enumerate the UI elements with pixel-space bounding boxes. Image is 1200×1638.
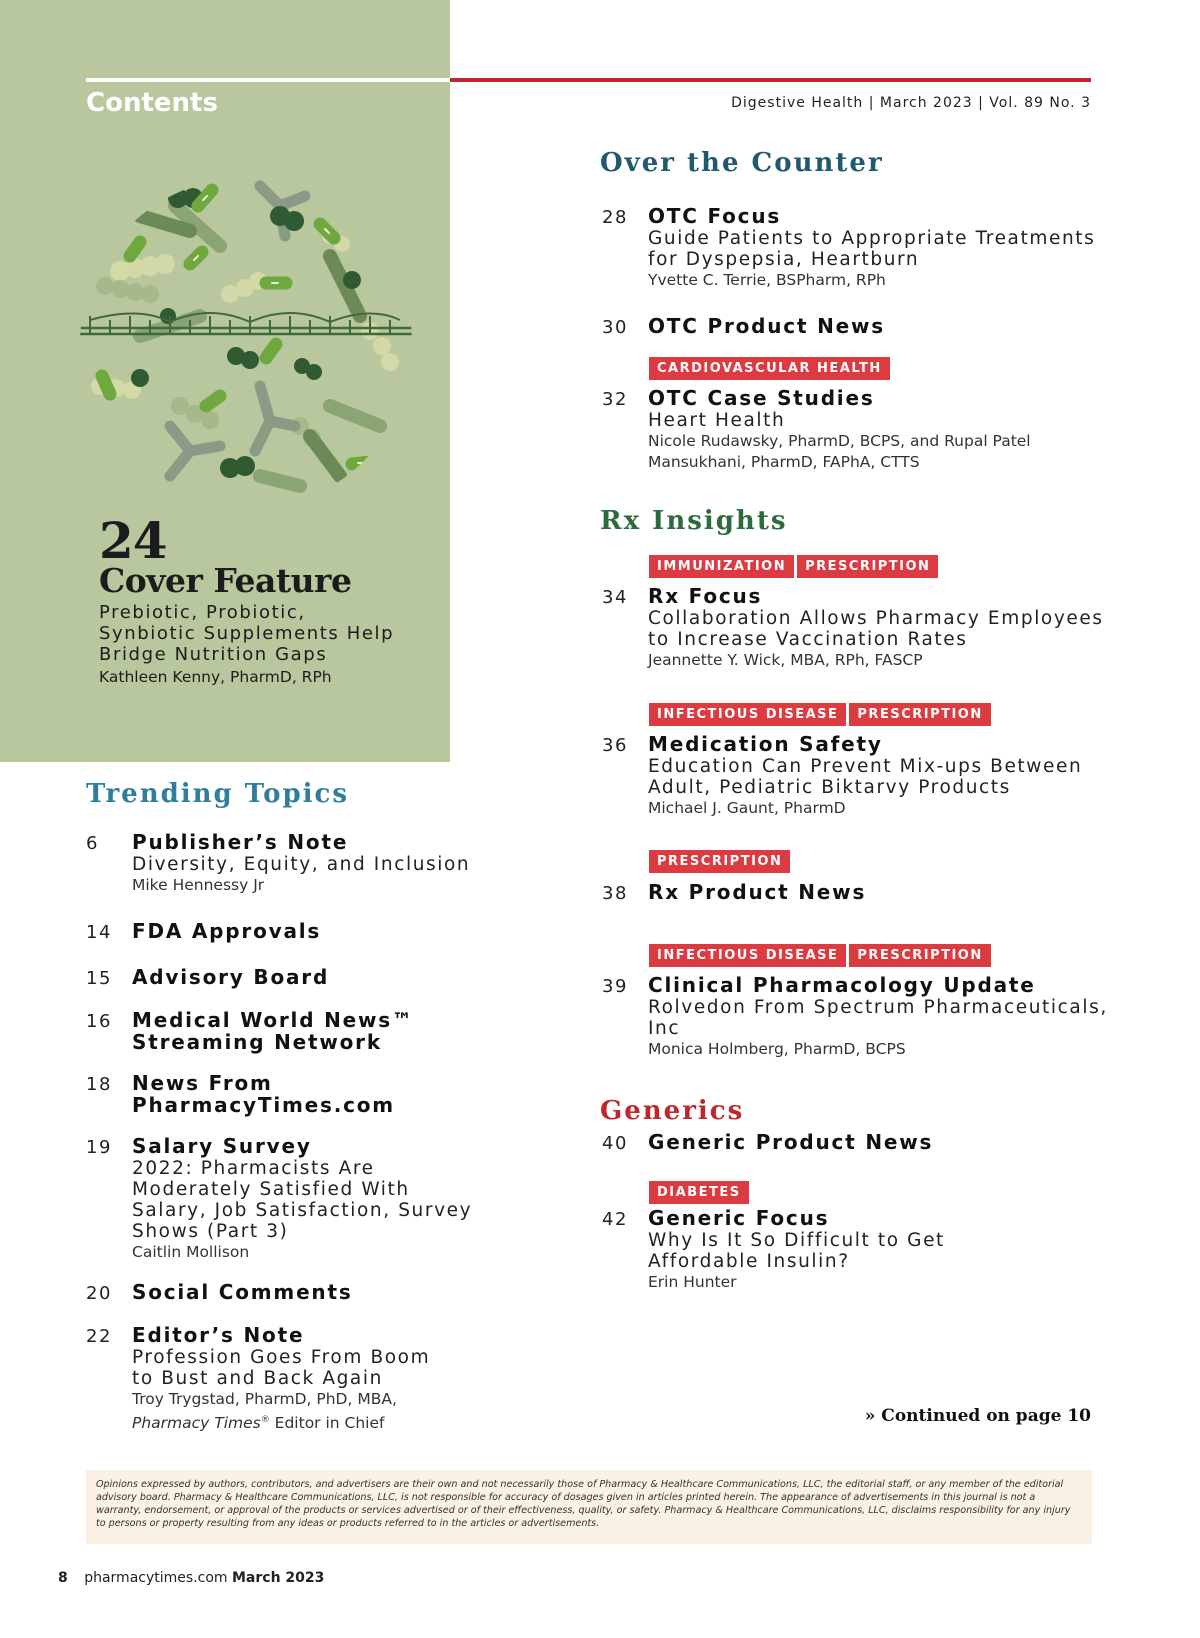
category-tag[interactable]: PRESCRIPTION (849, 944, 990, 967)
section-title-otc: Over the Counter (600, 148, 884, 178)
entry-title[interactable]: Rx Product News (648, 880, 867, 904)
entry-subtitle: 2022: Pharmacists Are (132, 1158, 375, 1179)
entry-heading-row (86, 921, 321, 943)
toc-entry[interactable] (602, 316, 885, 338)
entry-heading-row (602, 586, 1104, 608)
entry-page-number: 15 (86, 968, 112, 989)
toc-entry[interactable] (602, 1132, 933, 1154)
toc-entry[interactable] (602, 734, 1082, 819)
entry-page-number: 39 (602, 976, 628, 997)
entry-body (602, 410, 1031, 473)
entry-body (86, 1158, 472, 1263)
entry-author: Yvette C. Terrie, BSPharm, RPh (648, 271, 886, 289)
entry-title[interactable]: OTC Product News (648, 314, 885, 338)
header-rule-red (450, 78, 1091, 82)
entry-heading-row (86, 1073, 395, 1095)
entry-subtitle: Affordable Insulin? (648, 1251, 850, 1272)
entry-page-number: 6 (86, 833, 99, 854)
section-title-rx: Rx Insights (600, 506, 788, 536)
toc-entry[interactable] (602, 388, 1031, 473)
toc-entry[interactable] (86, 1282, 353, 1304)
entry-subtitle: Shows (Part 3) (132, 1221, 289, 1242)
cover-subtitle: Prebiotic, Probiotic, Synbiotic Supplements Help Bridge Nutrition Gaps (99, 602, 395, 665)
continued-link[interactable]: » Continued on page 10 (864, 1406, 1091, 1426)
entry-author: Caitlin Mollison (132, 1243, 250, 1261)
toc-entry[interactable] (602, 882, 866, 904)
entry-subtitle: Heart Health (648, 410, 786, 431)
entry-page-number: 16 (86, 1011, 112, 1032)
entry-heading-row (602, 206, 1095, 228)
entry-title[interactable]: Generic Focus (648, 1206, 830, 1230)
tag-group (649, 944, 991, 967)
cover-feature[interactable] (99, 511, 439, 688)
entry-page-number: 19 (86, 1137, 112, 1158)
entry-title[interactable]: Social Comments (132, 1280, 353, 1304)
entry-body (86, 1347, 430, 1434)
entry-title[interactable]: Medical World News™ (132, 1008, 414, 1032)
entry-page-number: 42 (602, 1209, 628, 1230)
entry-subtitle: Inc (648, 1018, 681, 1039)
entry-title[interactable]: Publisher’s Note (132, 830, 349, 854)
entry-subtitle: to Increase Vaccination Rates (648, 629, 968, 650)
registered-mark: ® (260, 1415, 270, 1425)
entry-heading-row (602, 316, 885, 338)
entry-title[interactable]: Rx Focus (648, 584, 763, 608)
section-title-generics: Generics (600, 1096, 745, 1126)
entry-body (602, 608, 1104, 671)
toc-entry[interactable] (86, 1325, 430, 1434)
publication-name: Pharmacy Times (132, 1414, 261, 1433)
entry-subtitle: Education Can Prevent Mix-ups Between (648, 756, 1083, 777)
entry-page-number: 36 (602, 735, 628, 756)
section-title-trending: Trending Topics (86, 779, 350, 809)
entry-title[interactable]: Advisory Board (132, 965, 330, 989)
category-tag[interactable]: PRESCRIPTION (649, 850, 790, 873)
role-title: Editor in Chief (269, 1414, 385, 1433)
entry-body (86, 854, 470, 896)
cover-illustration (80, 176, 412, 512)
entry-author: Nicole Rudawsky, PharmD, BCPS, and Rupal Patel (648, 432, 1031, 450)
entry-heading-row (86, 1325, 430, 1347)
category-tag[interactable]: PRESCRIPTION (797, 555, 938, 578)
entry-heading-row (602, 388, 1031, 410)
cover-author: Kathleen Kenny, PharmD, RPh (99, 668, 332, 686)
entry-title-continued[interactable]: Streaming Network (132, 1030, 382, 1054)
entry-title[interactable]: Editor’s Note (132, 1323, 305, 1347)
toc-entry[interactable] (86, 1073, 395, 1116)
toc-entry[interactable] (602, 586, 1104, 671)
footer-page-number: 8 (58, 1570, 68, 1586)
entry-heading-row (86, 1282, 353, 1304)
entry-subtitle: Diversity, Equity, and Inclusion (132, 854, 471, 875)
entry-author: Troy Trygstad, PharmD, PhD, MBA, (132, 1390, 397, 1408)
entry-title[interactable]: Salary Survey (132, 1134, 312, 1158)
entry-body (86, 1032, 414, 1053)
entry-subtitle: Moderately Satisfied With (132, 1179, 410, 1200)
entry-page-number: 28 (602, 207, 628, 228)
entry-page-number: 30 (602, 317, 628, 338)
category-tag[interactable]: PRESCRIPTION (849, 703, 990, 726)
entry-title[interactable]: OTC Focus (648, 204, 782, 228)
category-tag[interactable]: DIABETES (649, 1181, 749, 1204)
page-footer (58, 1570, 324, 1586)
entry-author: Mansukhani, PharmD, FAPhA, CTTS (648, 453, 920, 471)
entry-subtitle: Profession Goes From Boom (132, 1347, 431, 1368)
issue-line: Digestive Health | March 2023 | Vol. 89 No. 3 (731, 95, 1091, 111)
entry-page-number: 40 (602, 1133, 628, 1154)
entry-subtitle: Guide Patients to Appropriate Treatments (648, 228, 1096, 249)
entry-subtitle: to Bust and Back Again (132, 1368, 383, 1389)
footer-date: March 2023 (231, 1570, 325, 1586)
entry-subtitle: Why Is It So Difficult to Get (648, 1230, 945, 1251)
entry-title-continued[interactable]: PharmacyTimes.com (132, 1093, 395, 1117)
entry-author: Mike Hennessy Jr (132, 876, 265, 894)
entry-author: Jeannette Y. Wick, MBA, RPh, FASCP (648, 651, 923, 669)
contents-title: Contents (86, 88, 218, 118)
entry-subtitle: Salary, Job Satisfaction, Survey (132, 1200, 473, 1221)
entry-page-number: 22 (86, 1326, 112, 1347)
toc-entry[interactable] (602, 206, 1095, 291)
toc-entry[interactable] (602, 975, 1108, 1060)
toc-entry[interactable] (86, 832, 470, 896)
entry-heading-row (86, 967, 329, 989)
bacteria-circle (80, 186, 412, 486)
entry-heading-row (602, 975, 1108, 997)
toc-entry[interactable] (602, 1208, 945, 1293)
entry-page-number: 18 (86, 1074, 112, 1095)
toc-entry[interactable] (86, 921, 321, 943)
entry-heading-row (86, 1010, 414, 1032)
entry-body (86, 1095, 395, 1116)
category-tag[interactable]: INFECTIOUS DISEASE (649, 944, 846, 967)
entry-page-number: 14 (86, 922, 112, 943)
entry-body (602, 1230, 945, 1293)
category-tag[interactable]: INFECTIOUS DISEASE (649, 703, 846, 726)
toc-entry[interactable] (86, 1010, 414, 1053)
header-rule-white (86, 78, 450, 82)
tag-group (649, 1181, 749, 1204)
entry-author: Monica Holmberg, PharmD, BCPS (648, 1040, 906, 1058)
entry-heading-row (602, 1208, 945, 1230)
footer-site[interactable]: pharmacytimes.com (84, 1570, 228, 1586)
entry-heading-row (602, 734, 1082, 756)
entry-title[interactable]: Clinical Pharmacology Update (648, 973, 1036, 997)
entry-title[interactable]: News From (132, 1071, 273, 1095)
entry-body (602, 997, 1108, 1060)
entry-page-number: 38 (602, 883, 628, 904)
entry-subtitle: Collaboration Allows Pharmacy Employees (648, 608, 1104, 629)
entry-author-role (132, 1410, 430, 1434)
entry-title[interactable]: FDA Approvals (132, 919, 322, 943)
entry-title[interactable]: Generic Product News (648, 1130, 934, 1154)
cover-label: Cover Feature (99, 561, 352, 600)
entry-subtitle: Rolvedon From Spectrum Pharmaceuticals, (648, 997, 1108, 1018)
entry-subtitle: Adult, Pediatric Biktarvy Products (648, 777, 1011, 798)
tag-group (649, 555, 938, 578)
entry-author: Michael J. Gaunt, PharmD (648, 799, 846, 817)
entry-subtitle: for Dyspepsia, Heartburn (648, 249, 920, 270)
entry-title[interactable]: Medication Safety (648, 732, 883, 756)
entry-page-number: 20 (86, 1283, 112, 1304)
disclaimer: Opinions expressed by authors, contributors, and advertisers are their own and not necessarily those of Pharmacy & Healthcare Communications, LLC, the editorial staff, or any member of the editorial advisory board. Pharmacy & Healthcare Communications, LLC, is not responsible for accuracy of dosages given in articles printed herein. The appearance of advertisements in this journal is not a warranty, endorsement, or approval of the products or services advertised or of their effectiveness, quality, or safety. Pharmacy & Healthcare Communications, LLC, disclaims responsibility for any injury to persons or property resulting from any ideas or products referred to in the articles or advertisements. (86, 1470, 1092, 1544)
entry-author: Erin Hunter (648, 1273, 737, 1291)
entry-title[interactable]: OTC Case Studies (648, 386, 875, 410)
category-tag[interactable]: CARDIOVASCULAR HEALTH (649, 357, 890, 380)
tag-group (649, 850, 790, 873)
entry-page-number: 32 (602, 389, 628, 410)
entry-page-number: 34 (602, 587, 628, 608)
entry-heading-row (602, 882, 866, 904)
category-tag[interactable]: IMMUNIZATION (649, 555, 794, 578)
entry-heading-row (86, 1136, 472, 1158)
entry-heading-row (602, 1132, 933, 1154)
toc-entry[interactable] (86, 967, 329, 989)
entry-body (602, 756, 1082, 819)
tag-group (649, 703, 991, 726)
toc-entry[interactable] (86, 1136, 472, 1263)
entry-body (602, 228, 1095, 291)
cover-page-number: 24 (99, 511, 167, 570)
entry-heading-row (86, 832, 470, 854)
tag-group (649, 357, 890, 380)
